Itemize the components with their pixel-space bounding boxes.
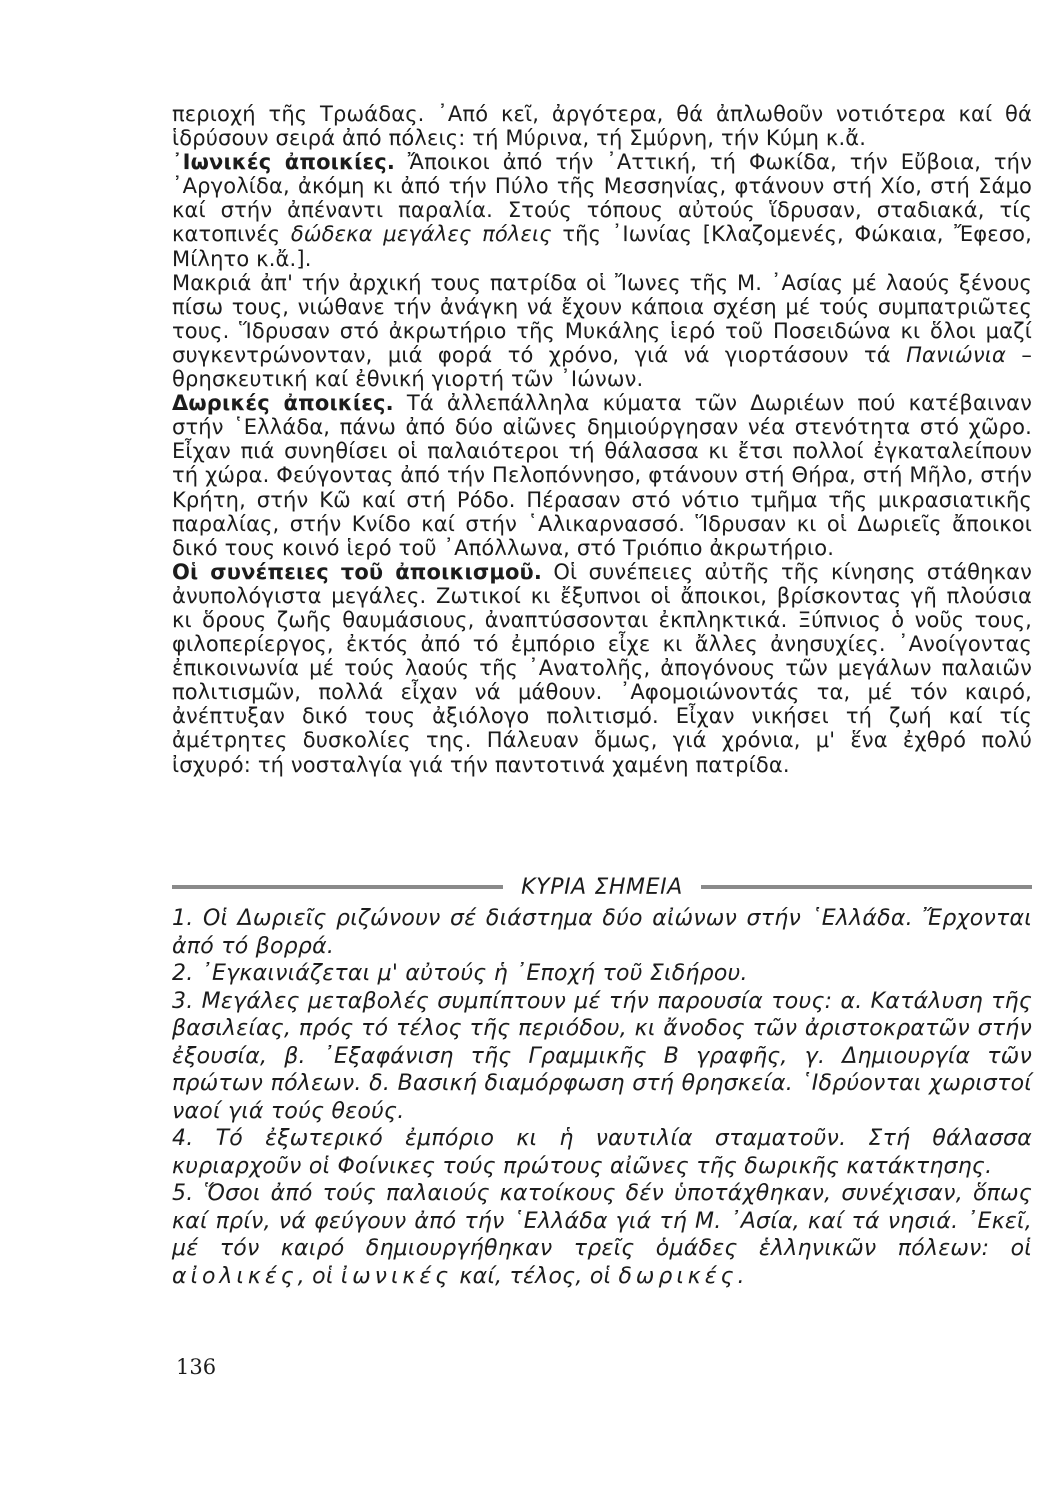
spaced-word-dorian: δωρικές <box>618 1263 738 1289</box>
main-text <box>172 102 1032 777</box>
key-points-header <box>172 872 1032 902</box>
key-point-text: καί, τέλος, οἱ <box>452 1263 619 1289</box>
paragraph-text: – θρησκευτική καί ἐθνική γιορτή τῶν ᾿Ιώνων. <box>172 342 1032 392</box>
key-point-text: 5. Ὅσοι ἀπό τούς παλαιούς κατοίκους δέν ὑποτάχθηκαν, συνέχισαν, ὅπως καί πρίν, νά φεύγουν ἀπό τήν ῾Ελλάδα γιά τή Μ. ᾿Ασία, καί τά νησιά. ᾿Εκεῖ, μέ τόν καιρό δημιουργήθηκαν τρεῖς ὁμάδες ἑλληνικῶν πόλεων: οἱ <box>172 1181 1032 1261</box>
key-point-item: 2. ᾿Εγκαινιάζεται μ' αὐτούς ἡ ᾿Εποχή τοῦ Σιδήρου. <box>172 961 748 986</box>
emphasis-panionia: Πανιώνια <box>906 342 1007 367</box>
paragraph-text: Τά ἀλλεπάλληλα κύματα τῶν Δωριέων πού κατέβαιναν στήν ῾Ελλάδα, πάνω ἀπό δύο αἰῶνες δημιούργησαν νέα στενότητα στό χῶρο. Εἶχαν πιά συνηθίσει οἱ παλαιότεροι τή θάλασσα κι ἔτσι πολλοί ἐγκαταλείπουν τή χώρα. Φεύγοντας ἀπό τήν Πελοπόννησο, φτάνουν στή Θήρα, στή Μῆλο, στήν Κρήτη, στήν Κῶ καί στή Ρόδο. Πέρασαν στό νότιο τμῆμα τῆς μικρασιατικῆς παραλίας, στήν Κνίδο καί στήν ῾Αλικαρνασσό. Ἵδρυσαν κι οἱ Δωριεῖς ἄποικοι δικό τους κοινό ἱερό τοῦ ᾿Απόλλωνα, στό Τριόπιο ἀκρωτήριο. <box>172 391 1032 560</box>
paragraph-panionia <box>172 271 1032 391</box>
paragraph-ionian-colonies <box>172 150 1032 270</box>
page-number: 136 <box>176 1355 217 1379</box>
section-lead-ionian: ᾿Ιωνικές ἀποικίες. <box>172 150 395 175</box>
key-points-list <box>172 905 1032 1290</box>
key-point-item: 1. Οἱ Δωριεῖς ριζώνουν σέ διάστημα δύο αἰώνων στήν ῾Ελλάδα. Ἔρχονται ἀπό τό βορρά. <box>172 906 1032 959</box>
key-point-text: , οἱ <box>297 1263 341 1289</box>
divider-rule <box>701 885 1032 889</box>
paragraph-text: Ἄποικοι ἀπό τήν ᾿Αττική, τή Φωκίδα, τήν Εὔβοια, τήν ᾿Αργολίδα, ἀκόμη κι ἀπό τήν Πύλο τῆς Μεσσηνίας, φτάνουν στή Χίο, στή Σάμο καί στήν ἀπέναντι παραλία. Στούς τόπους αὐτούς ἵδρυσαν, σταδιακά, τίς κατοπινές <box>172 150 1032 247</box>
divider-rule <box>172 885 503 889</box>
paragraph-consequences <box>172 560 1032 777</box>
paragraph-aeolian-continuation <box>172 102 1032 150</box>
section-lead-consequences: Οἱ συνέπειες τοῦ ἀποικισμοῦ. <box>172 559 542 584</box>
paragraph-dorian-colonies <box>172 391 1032 560</box>
spaced-word-aeolian: αἰολικές <box>172 1263 298 1289</box>
paragraph-text: τῆς ᾿Ιωνίας [Κλαζομενές, Φώκαια, Ἔφεσο, Μίλητο κ.ἄ.]. <box>172 222 1033 271</box>
emphasis-twelve-cities: δώδεκα μεγάλες πόλεις <box>290 222 552 247</box>
section-lead-dorian: Δωρικές ἀποικίες. <box>172 391 394 416</box>
paragraph-text: περιοχή τῆς Τρωάδας. ᾿Από κεῖ, ἀργότερα, θά ἀπλωθοῦν νοτιότερα καί θά ἱδρύσουν σειρά ἀπό πόλεις: τή Μύρινα, τή Σμύρνη, τήν Κύμη κ.ἄ. <box>172 102 1032 151</box>
key-point-text: . <box>737 1263 745 1289</box>
key-point-item: 3. Μεγάλες μεταβολές συμπίπτουν μέ τήν παρουσία τους: α. Κατάλυση τῆς βασιλείας, πρός τό τέλος τῆς περιόδου, κι ἄνοδος τῶν ἀριστοκρατῶν στήν ἐξουσία, β. ᾿Εξαφάνιση τῆς Γραμμικῆς Β γραφῆς, γ. Δημιουργία τῶν πρώτων πόλεων. δ. Βασική διαμόρφωση στή θρησκεία. ῾Ιδρύονται χωριστοί ναοί γιά τούς θεούς. <box>172 988 1032 1124</box>
key-points-title: ΚΥΡΙΑ ΣΗΜΕΙΑ <box>521 874 683 900</box>
paragraph-text: Μακριά ἀπ' τήν ἀρχική τους πατρίδα οἱ Ἴωνες τῆς Μ. ᾿Ασίας μέ λαούς ξένους πίσω τους, νιώθανε τήν ἀνάγκη νά ἔχουν κάποια σχέση μέ τούς συμπατριῶτες τους. Ἵδρυσαν στό ἀκρωτήριο τῆς Μυκάλης ἱερό τοῦ Ποσειδώνα κι ὅλοι μαζί συγκεντρώνονταν, μιά φορά τό χρόνο, γιά νά γιορτάσουν τά <box>172 270 1032 367</box>
key-point-item <box>172 1180 1032 1290</box>
key-point-item: 4. Τό ἐξωτερικό ἐμπόριο κι ἡ ναυτιλία σταματοῦν. Στή θάλασσα κυριαρχοῦν οἱ Φοίνικες τούς πρώτους αἰῶνες τῆς δωρικῆς κατάκτησης. <box>172 1126 1032 1179</box>
spaced-word-ionian: ἰωνικές <box>340 1263 453 1289</box>
paragraph-text: Οἱ συνέπειες αὐτῆς τῆς κίνησης στάθηκαν ἀνυπολόγιστα μεγάλες. Ζωτικοί κι ἔξυπνοι οἱ ἄποικοι, βρίσκοντας γῆ πλούσια κι ὅρους ζωῆς θαυμάσιους, ἀναπτύσσονται ἐκπληκτικά. Ξύπνιος ὁ νοῦς τους, φιλοπερίεργος, ἐκτός ἀπό τό ἐμπόριο εἶχε κι ἄλλες ἀνησυχίες. ᾿Ανοίγοντας ἐπικοινωνία μέ τούς λαούς τῆς ᾿Ανατολῆς, ἀπογόνους τῶν μεγάλων παλαιῶν πολιτισμῶν, πολλά εἶχαν νά μάθουν. ᾿Αφομοιώνοντάς τα, μέ τόν καιρό, ἀνέπτυξαν δικό τους ἀξιόλογο πολιτισμό. Εἶχαν νικήσει τή ζωή καί τίς ἀμέτρητες δυσκολίες της. Πάλευαν ὅμως, γιά χρόνια, μ' ἕνα ἐχθρό πολύ ἰσχυρό: τή νοσταλγία γιά τήν παντοτινά χαμένη πατρίδα. <box>172 559 1032 777</box>
